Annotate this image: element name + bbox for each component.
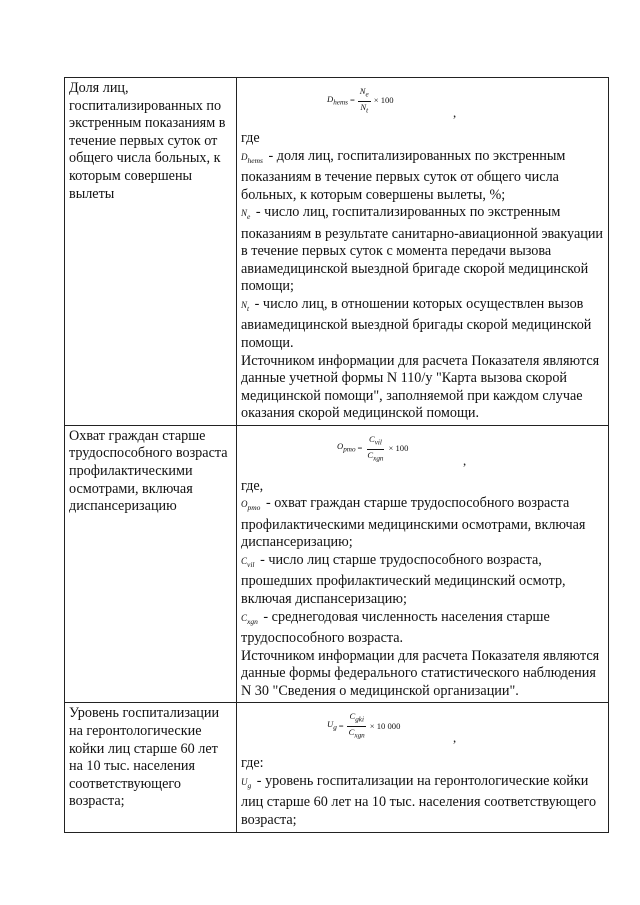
formula-equals: = [349, 95, 355, 106]
formula-multiplier: × 10 000 [369, 720, 401, 731]
formula [241, 705, 605, 749]
indicator-name: Доля лиц, госпитализированных по экстренным показаниям в течение первых суток от общего числа больных, к которым совершены вылеты [65, 78, 237, 426]
indicator-description [237, 78, 609, 426]
formula-lhs: $O_{pmo}$ [337, 441, 356, 455]
variable-definition [241, 773, 605, 830]
formula-comma: , [453, 105, 457, 120]
variable-text: - число лиц, в отношении которых осуществлен вызов авиамедицинской выездной бригады скорой медицинской помощи. [241, 295, 592, 351]
indicator-table-body [65, 78, 609, 833]
formula-equals: = [338, 720, 344, 731]
indicator-row [65, 703, 609, 832]
formula-expression [337, 434, 408, 464]
formula-numerator: $C_{gki}$ [347, 711, 365, 727]
information-source: Источником информации для расчета Показателя являются данные учетной формы N 110/у "Карта вызова скорой медицинской помощи", заполняемой при каждом случае оказания скорой медицинской помощи. [241, 352, 600, 422]
formula-numerator: $N_e$ [358, 86, 371, 102]
where-label: где: [241, 755, 264, 772]
indicator-row [65, 78, 609, 426]
indicator-row [65, 425, 609, 703]
formula-lhs: $D_{hems}$ [327, 93, 348, 107]
variable-symbol: $D_{hems}$ [241, 151, 263, 165]
formula [241, 428, 605, 472]
where-label: где, [241, 477, 264, 494]
formula-expression [327, 711, 400, 741]
variable-definition [241, 495, 605, 552]
variable-definition [241, 552, 605, 609]
formula-comma: , [453, 730, 457, 746]
where-label: где [241, 130, 260, 146]
information-source: Источником информации для расчета Показателя являются данные формы федерального статистического наблюдения N 30 "Сведения о медицинской организации". [241, 647, 600, 699]
formula-numerator: $C_{vil}$ [367, 434, 384, 450]
variable-text: - число лиц, госпитализированных по экстренным показаниям в результате санитарно-авиационной эвакуации в течение первых суток с момента передачи вызова авиамедицинской выездной бригаде скорой медицинской помощи; [241, 204, 604, 295]
formula-equals: = [357, 443, 363, 454]
variable-definition [241, 609, 605, 648]
variable-text: - уровень госпитализации на геронтологические койки лиц старше 60 лет на 10 тыс. населения соответствующего возраста; [241, 773, 597, 828]
variable-symbol: $C_{xgn}$ [241, 612, 258, 626]
variable-symbol: $N_t$ [241, 299, 250, 313]
formula-multiplier: × 100 [388, 443, 409, 454]
formula-fraction [347, 711, 367, 741]
formula-fraction [365, 434, 385, 464]
formula-expression [327, 86, 394, 116]
indicator-table [64, 77, 609, 833]
variable-text: - число лиц старше трудоспособного возраста, прошедших профилактический медицинский осмотр, включая диспансеризацию; [241, 552, 566, 608]
indicator-name: Уровень госпитализации на геронтологические койки лиц старше 60 лет на 10 тыс. населения соответствующего возраста; [65, 703, 237, 832]
variable-text: - среднегодовая численность населения старше трудоспособного возраста. [241, 608, 550, 647]
variable-text: - охват граждан старше трудоспособного возраста профилактическими медицинскими осмотрами, включая диспансеризацию; [241, 495, 586, 551]
variable-symbol: $O_{pmo}$ [241, 499, 261, 513]
formula-lhs: $U_g$ [327, 718, 337, 732]
variable-symbol: $C_{vil}$ [241, 556, 255, 569]
variable-definition [241, 148, 605, 205]
indicator-name: Охват граждан старше трудоспособного возраста профилактическими осмотрами, включая диспансеризацию [65, 425, 237, 703]
formula [241, 80, 605, 124]
variable-definition [241, 204, 605, 296]
formula-denominator: $N_t$ [360, 101, 369, 115]
variable-symbol: $U_g$ [241, 777, 252, 790]
formula-fraction [358, 86, 371, 116]
indicator-description [237, 425, 609, 703]
variable-definition [241, 296, 605, 353]
variable-symbol: $N_e$ [241, 208, 251, 221]
formula-comma: , [463, 452, 467, 468]
variable-text: - доля лиц, госпитализированных по экстренным показаниям в течение первых суток от общего числа больных, к которым совершены вылеты, %; [241, 147, 566, 203]
formula-denominator: $C_{xgn}$ [348, 727, 365, 740]
formula-denominator: $C_{xgn}$ [367, 449, 384, 463]
formula-multiplier: × 100 [373, 95, 394, 106]
indicator-description [237, 703, 609, 832]
